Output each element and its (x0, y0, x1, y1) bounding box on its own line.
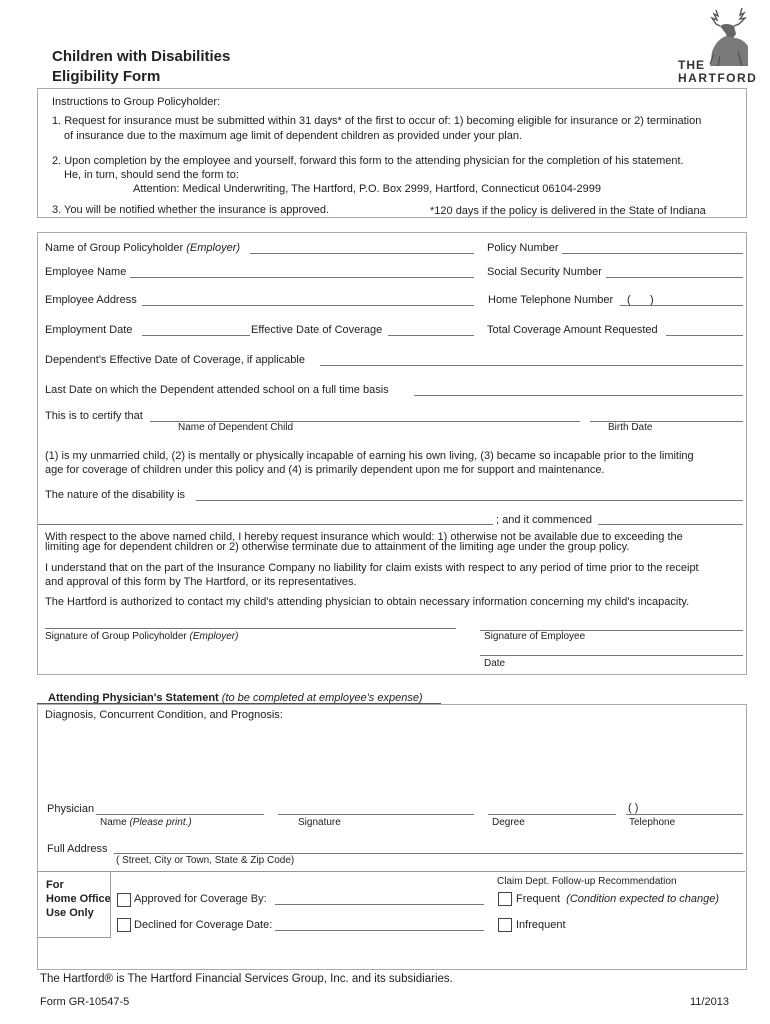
ssn-label: Social Security Number (487, 266, 602, 278)
footer-form-number: Form GR-10547-5 (40, 996, 130, 1008)
physician-signature-caption: Signature (298, 817, 341, 828)
logo-the: THE (678, 58, 705, 72)
instruction-1a: 1. Request for insurance must be submitted within 31 days* of the first to occur of: 1) becoming eligible for insurance or 2) termination (52, 115, 702, 127)
effective-date-label: Effective Date of Coverage (251, 324, 383, 336)
last-school-label: Last Date on which the Dependent attended school on a full time basis (45, 384, 389, 396)
instruction-2b: He, in turn, should send the form to: (64, 169, 239, 181)
declined-date-field[interactable] (275, 930, 484, 931)
policyholder-signature-field[interactable] (45, 628, 456, 629)
policy-number-label: Policy Number (487, 242, 559, 254)
employee-address-label: Employee Address (45, 294, 137, 306)
physician-name-field[interactable] (96, 814, 264, 815)
approved-by-field[interactable] (275, 904, 484, 905)
stag-icon (676, 6, 752, 66)
effective-date-field[interactable] (388, 335, 474, 336)
office-use-only: Use Only (46, 907, 94, 919)
employee-name-label: Employee Name (45, 266, 127, 278)
declined-checkbox[interactable] (117, 918, 131, 932)
employee-signature-caption: Signature of Employee (484, 631, 586, 642)
footer-date: 11/2013 (690, 996, 729, 1008)
full-address-label: Full Address (47, 843, 108, 855)
followup-heading: Claim Dept. Follow-up Recommendation (497, 876, 677, 887)
declined-label: Declined for Coverage (134, 919, 244, 931)
conditions-line1: (1) is my unmarried child, (2) is mentally or physically incapable of earning his own living, (3) became so incapable prior to the limiting (45, 450, 694, 462)
frequent-label: Frequent (Condition expected to change) (516, 893, 720, 905)
physician-degree-caption: Degree (492, 817, 525, 828)
full-address-field[interactable] (114, 853, 743, 854)
nature-label: The nature of the disability is (45, 489, 186, 501)
diagnosis-field[interactable] (45, 724, 735, 788)
request-line1: With respect to the above named child, I hereby request insurance which would: 1) otherwise not be available due to exceeding the (45, 531, 683, 543)
understand-line1: I understand that on the part of the Insurance Company no liability for claim exists with respect to any period of time prior to the receipt (45, 562, 699, 574)
certify-label: This is to certify that (45, 410, 143, 422)
phone-paren-close: ) (650, 294, 654, 306)
instruction-2c: Attention: Medical Underwriting, The Hartford, P.O. Box 2999, Hartford, Connecticut 06104-2999 (133, 183, 601, 195)
dependent-effective-label: Dependent's Effective Date of Coverage, if applicable (45, 354, 305, 366)
dependent-name-caption: Name of Dependent Child (178, 422, 294, 433)
instruction-3: 3. You will be notified whether the insurance is approved. (52, 204, 330, 216)
policy-number-field[interactable] (562, 253, 743, 254)
group-policyholder-field[interactable] (250, 253, 474, 254)
employment-date-field[interactable] (142, 335, 250, 336)
group-policyholder-label: Name of Group Policyholder (Employer) (45, 242, 241, 254)
physician-telephone-caption: Telephone (629, 817, 676, 828)
diagnosis-label: Diagnosis, Concurrent Condition, and Prognosis: (45, 709, 283, 721)
physician-signature-field[interactable] (278, 814, 474, 815)
office-divider (37, 871, 745, 872)
total-coverage-label: Total Coverage Amount Requested (487, 324, 658, 336)
authorize-text: The Hartford is authorized to contact my child's attending physician to obtain necessary information concerning my child's incapacity. (45, 596, 690, 608)
logo-name: HARTFORD (678, 71, 758, 85)
employee-address-field[interactable] (142, 305, 474, 306)
policyholder-signature-caption: Signature of Group Policyholder (Employer) (45, 631, 239, 642)
nature-field[interactable] (196, 500, 743, 501)
understand-line2: and approval of this form by The Hartford, or its representatives. (45, 576, 357, 588)
hartford-logo (676, 6, 758, 86)
birth-date-caption: Birth Date (608, 422, 653, 433)
employment-date-label: Employment Date (45, 324, 133, 336)
indiana-note: *120 days if the policy is delivered in the State of Indiana (430, 205, 706, 217)
request-line2: limiting age for dependent children or 2) otherwise terminate due to attainment of the limiting age under the group policy. (45, 541, 630, 553)
office-vertical-rule (110, 872, 111, 938)
footer-company: The Hartford® is The Hartford Financial Services Group, Inc. and its subsidiaries. (40, 973, 453, 985)
form-title-line2: Eligibility Form (52, 68, 161, 85)
office-home-office: Home Office (46, 893, 111, 905)
ssn-field[interactable] (606, 277, 743, 278)
instructions-heading: Instructions to Group Policyholder: (52, 96, 221, 108)
office-label-rule (37, 937, 111, 938)
physician-phone-paren: ( ) (628, 802, 639, 814)
instruction-1b: of insurance due to the maximum age limit of dependent children as provided under your plan. (64, 130, 522, 142)
physician-degree-field[interactable] (488, 814, 616, 815)
nature-field-line2[interactable] (38, 524, 493, 525)
infrequent-label: Infrequent (516, 919, 566, 931)
home-phone-field[interactable] (620, 305, 743, 306)
conditions-line2: age for coverage of children under this policy and (4) is primarily dependent upon me for support and maintenance. (45, 464, 605, 476)
date-caption: Date (484, 658, 506, 669)
employee-name-field[interactable] (130, 277, 474, 278)
date-field[interactable] (480, 655, 743, 656)
office-for: For (46, 879, 64, 891)
physician-label: Physician (47, 803, 95, 815)
declined-date-label: Date: (246, 919, 273, 931)
form-title-line1: Children with Disabilities (52, 48, 231, 65)
commenced-field[interactable] (598, 524, 743, 525)
physician-name-caption: Name (Please print.) (100, 817, 192, 828)
approved-label: Approved for Coverage By: (134, 893, 267, 905)
full-address-caption: ( Street, City or Town, State & Zip Code) (116, 855, 295, 866)
last-school-field[interactable] (414, 395, 743, 396)
total-coverage-field[interactable] (666, 335, 743, 336)
instruction-2a: 2. Upon completion by the employee and yourself, forward this form to the attending physician for the completion of his statement. (52, 155, 684, 167)
home-phone-label: Home Telephone Number (488, 294, 614, 306)
commenced-label: ; and it commenced (496, 514, 592, 526)
physician-heading: Attending Physician's Statement (to be completed at employee's expense) (48, 692, 423, 704)
frequent-checkbox[interactable] (498, 892, 512, 906)
phone-paren-open: ( (627, 294, 631, 306)
dependent-effective-field[interactable] (320, 365, 743, 366)
physician-telephone-field[interactable] (626, 814, 743, 815)
infrequent-checkbox[interactable] (498, 918, 512, 932)
approved-checkbox[interactable] (117, 893, 131, 907)
